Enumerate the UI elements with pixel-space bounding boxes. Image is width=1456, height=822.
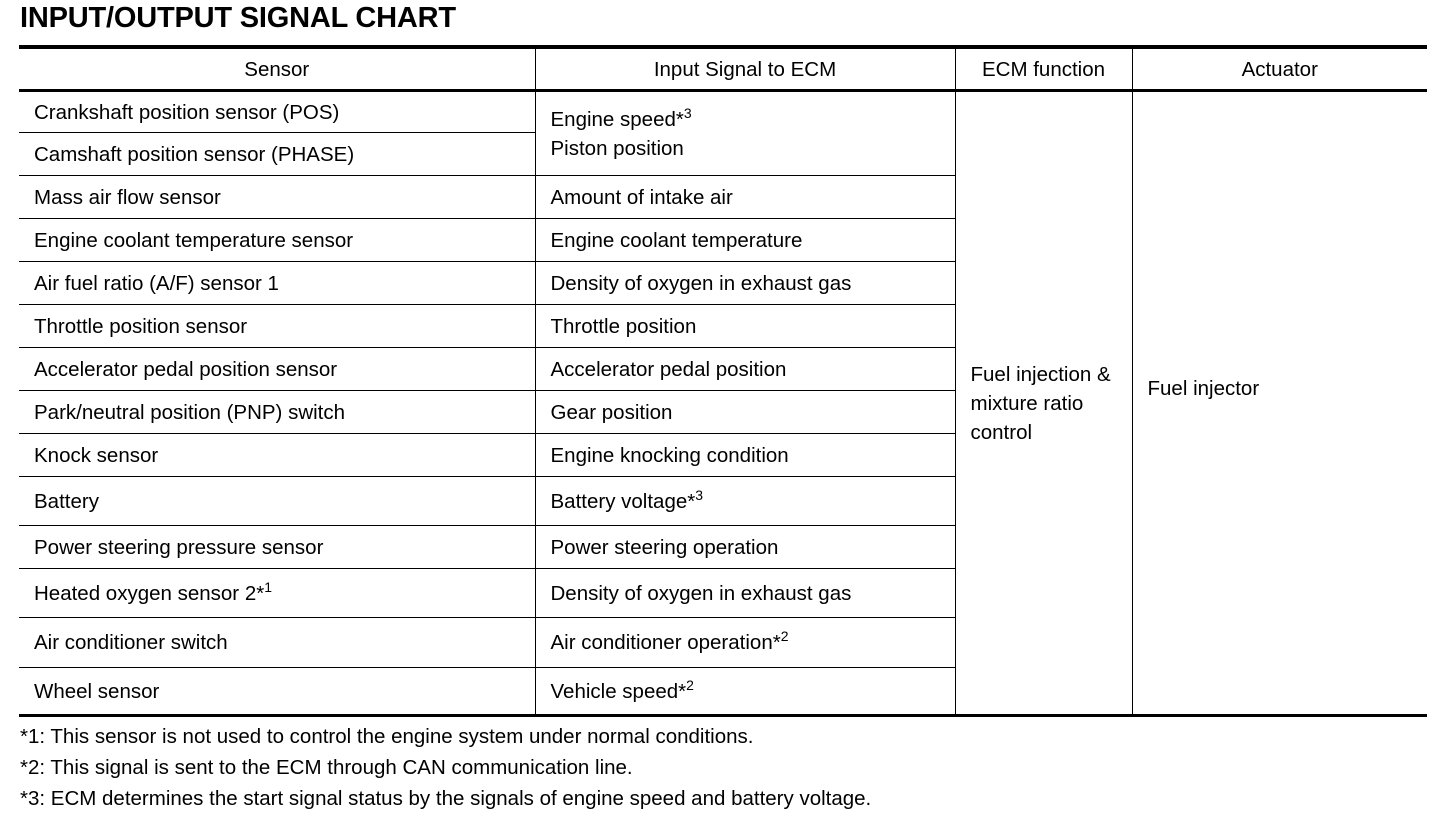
footnote: *2: This signal is sent to the ECM through CAN communication line. — [20, 756, 633, 779]
signal-cell: Throttle position — [535, 305, 955, 348]
sensor-cell: Heated oxygen sensor 2*$^1$ — [19, 569, 535, 618]
signal-cell: Engine coolant temperature — [535, 219, 955, 262]
signal-cell: Air conditioner operation*$^2$ — [535, 618, 955, 668]
header-actuator: Actuator — [1132, 47, 1427, 91]
sensor-cell: Engine coolant temperature sensor — [19, 219, 535, 262]
header-ecm-function: ECM function — [955, 47, 1132, 91]
sensor-cell: Wheel sensor — [19, 668, 535, 716]
signal-cell: Density of oxygen in exhaust gas — [535, 569, 955, 618]
signal-cell: Gear position — [535, 391, 955, 434]
sensor-cell: Air fuel ratio (A/F) sensor 1 — [19, 262, 535, 305]
footnote: *3: ECM determines the start signal status by the signals of engine speed and battery voltage. — [20, 787, 872, 810]
sensor-cell: Accelerator pedal position sensor — [19, 348, 535, 391]
sensor-cell: Air conditioner switch — [19, 618, 535, 668]
header-row — [19, 47, 1427, 91]
sensor-cell: Throttle position sensor — [19, 305, 535, 348]
footnote: *1: This sensor is not used to control the engine system under normal conditions. — [20, 725, 754, 748]
sensor-cell: Power steering pressure sensor — [19, 526, 535, 569]
signal-table — [19, 45, 1427, 717]
sensor-cell: Park/neutral position (PNP) switch — [19, 391, 535, 434]
sensor-cell: Knock sensor — [19, 434, 535, 477]
signal-chart — [19, 45, 1427, 718]
header-input-signal: Input Signal to ECM — [535, 47, 955, 91]
ecm-function-cell: Fuel injection & mixture ratio control — [955, 91, 1132, 716]
sensor-cell: Mass air flow sensor — [19, 176, 535, 219]
signal-cell: Amount of intake air — [535, 176, 955, 219]
signal-cell: Power steering operation — [535, 526, 955, 569]
footnotes — [20, 721, 871, 814]
sensor-text: Crankshaft position sensor (POS) — [34, 100, 340, 124]
signal-line: Engine speed*$^3$ — [550, 104, 692, 131]
signal-cell-merged — [535, 91, 955, 176]
table-row — [19, 91, 1427, 133]
signal-cell: Engine knocking condition — [535, 434, 955, 477]
sensor-cell: Camshaft position sensor (PHASE) — [19, 133, 535, 176]
header-sensor: Sensor — [19, 47, 535, 91]
signal-cell: Vehicle speed*$^2$ — [535, 668, 955, 716]
page-title: INPUT/OUTPUT SIGNAL CHART — [20, 2, 456, 34]
sensor-cell — [19, 91, 535, 133]
sensor-cell: Battery — [19, 477, 535, 526]
actuator-cell: Fuel injector — [1132, 91, 1427, 716]
signal-line: Piston position — [550, 136, 684, 160]
signal-cell: Battery voltage*$^3$ — [535, 477, 955, 526]
signal-cell: Density of oxygen in exhaust gas — [535, 262, 955, 305]
signal-cell: Accelerator pedal position — [535, 348, 955, 391]
